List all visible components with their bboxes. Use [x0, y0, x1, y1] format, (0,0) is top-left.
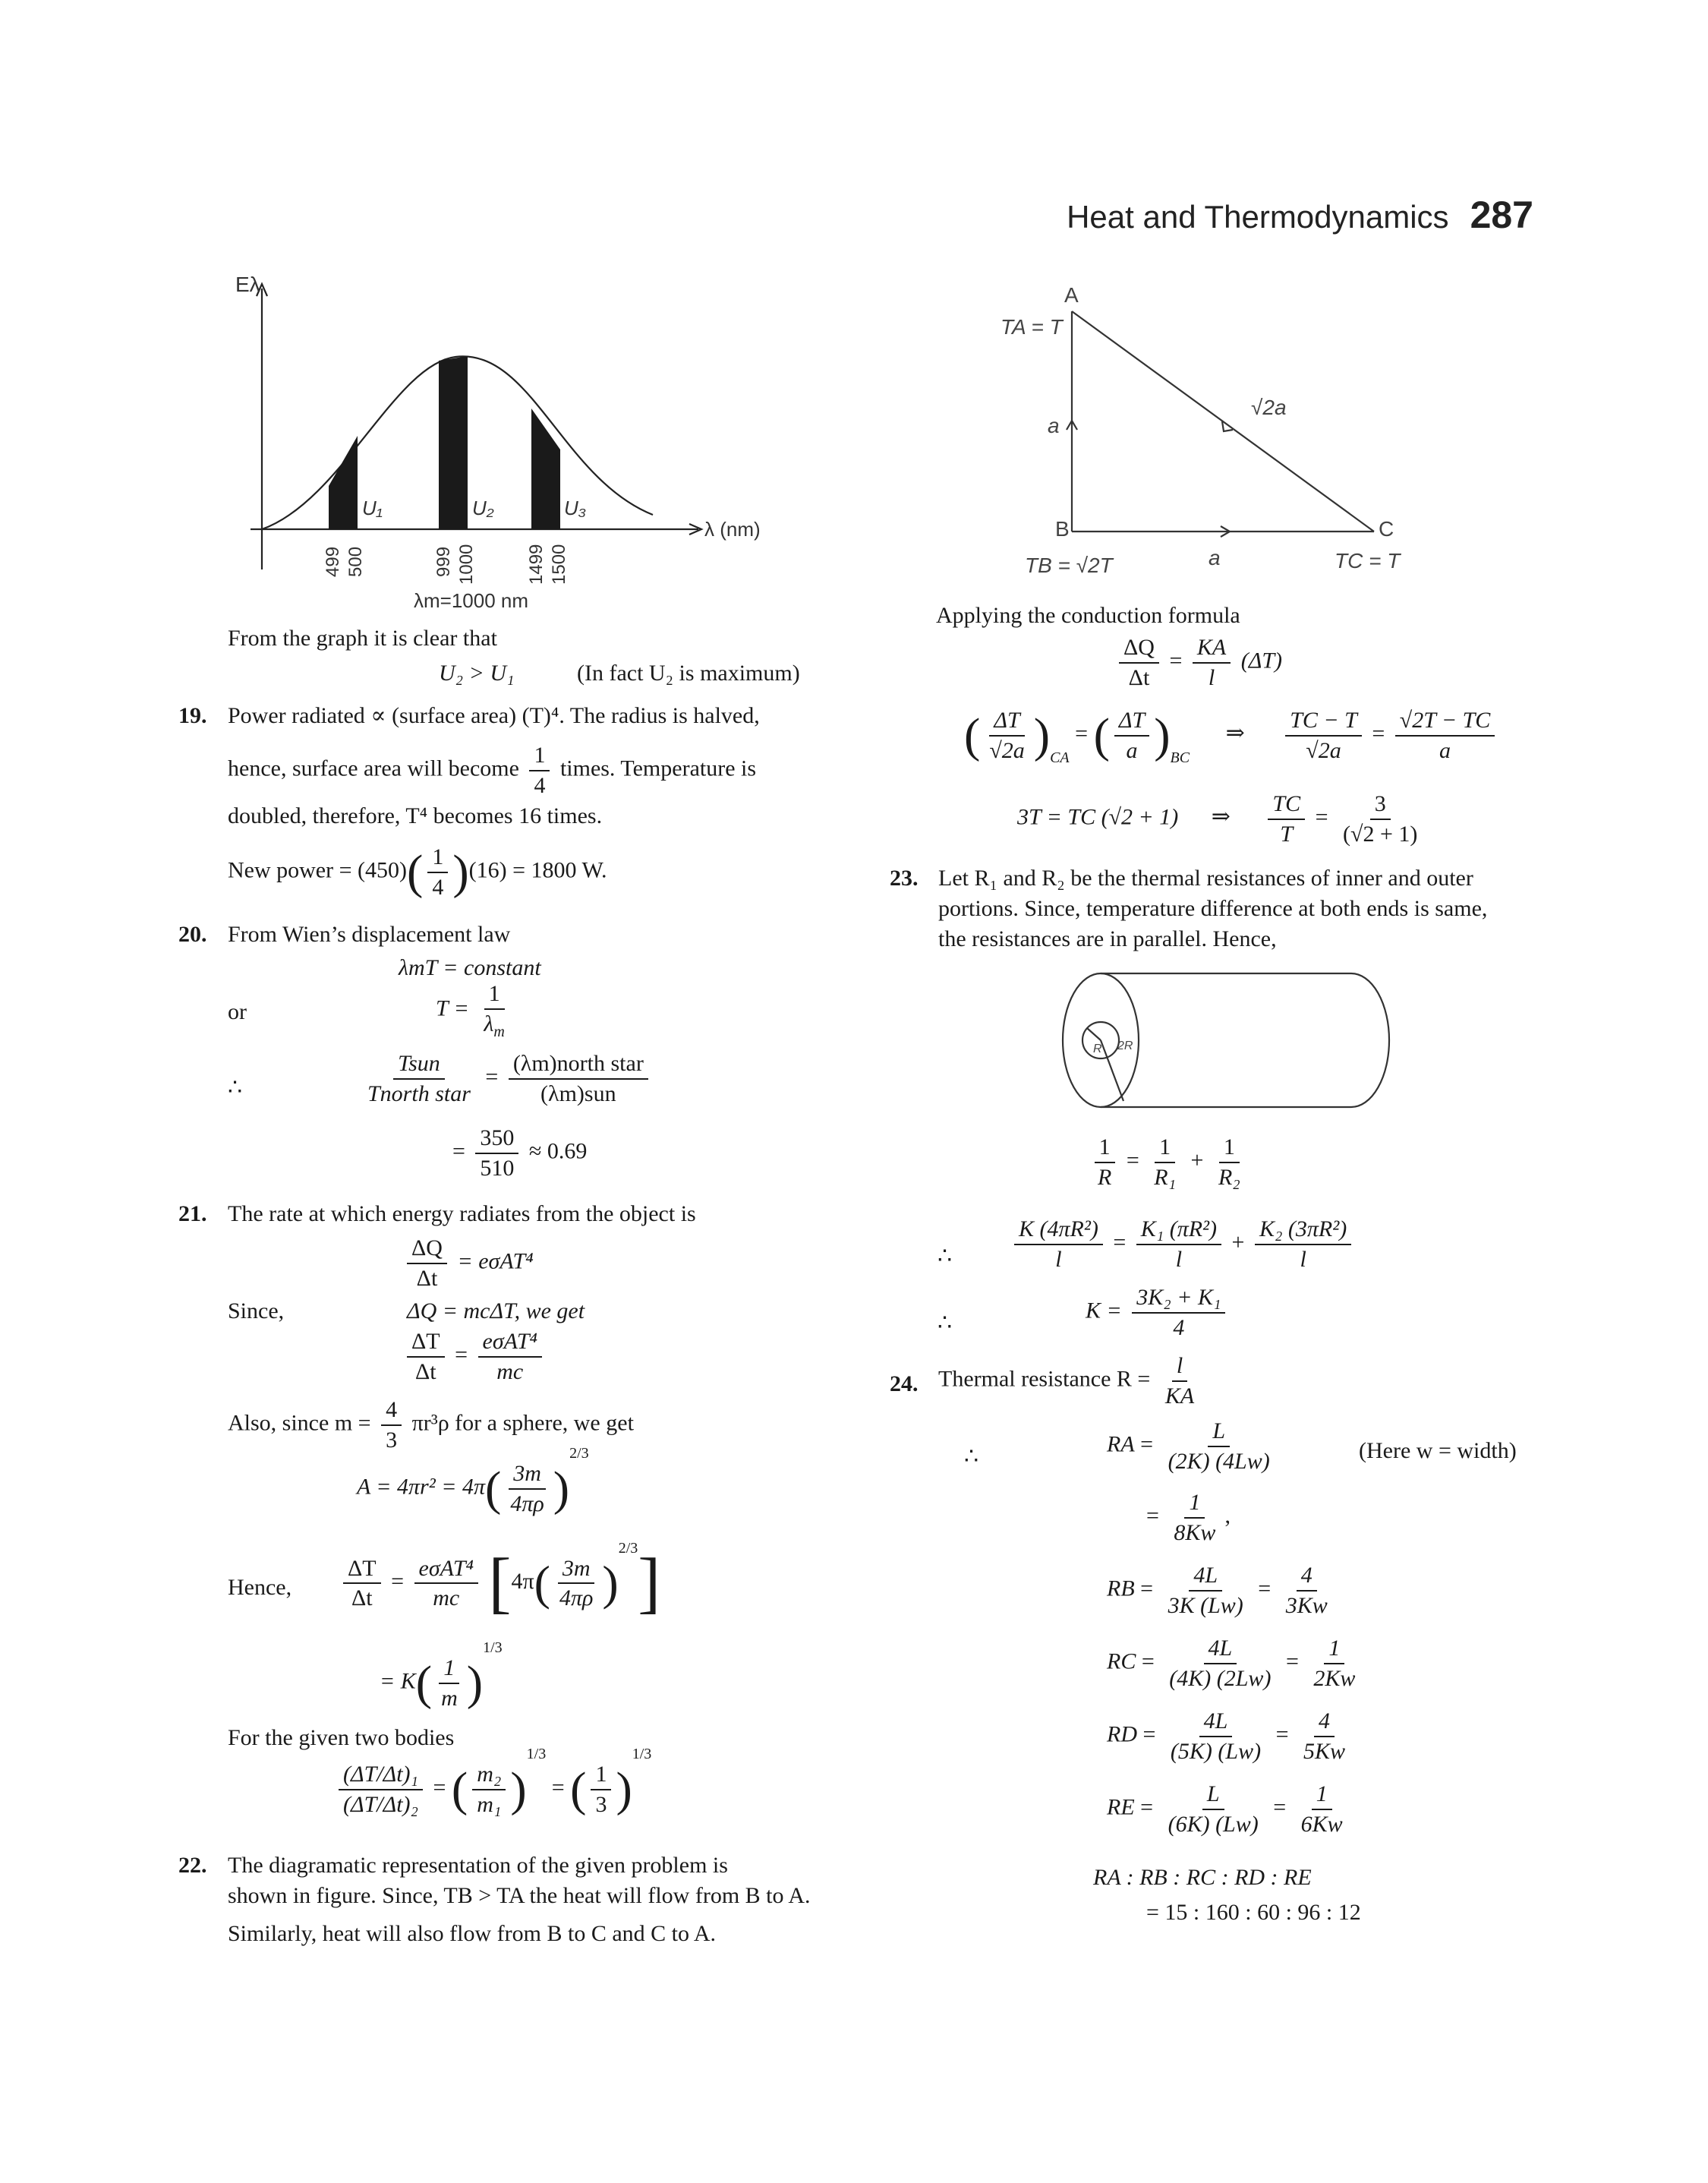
q21-mass-suffix: πr³ρ for a sphere, we get [411, 1410, 634, 1436]
rc2-frac [1309, 1634, 1360, 1692]
q24-l: l [1172, 1352, 1187, 1382]
vertex-a: A [1064, 283, 1079, 307]
tick-1000: 1000 [456, 544, 477, 585]
q21-mass-prefix: Also, since m = [228, 1410, 371, 1436]
q21-dt-eq: $\frac{\Delta T}{\Delta t}$ = $\frac{\text{eσAT⁴}}{mc}$ [402, 1327, 547, 1386]
eq-tc-over-t [1268, 790, 1305, 848]
q21-dq-dt [407, 1234, 447, 1292]
ratio-labels: RA : RB : RC : RD : RE [1093, 1865, 1312, 1890]
vertex-b: B [1055, 517, 1070, 541]
chapter-title: Heat and Thermodynamics [1067, 199, 1449, 235]
q20-510: 510 [480, 1155, 515, 1181]
q20-ratio-left [363, 1049, 475, 1108]
q24-number: 24. [890, 1371, 919, 1396]
sub-ca: CA [1050, 749, 1070, 767]
par-one-a: 1 [1095, 1133, 1115, 1163]
re-den: (6K) (Lw) [1168, 1811, 1259, 1837]
page-number: 287 [1470, 194, 1533, 236]
band-u1-label: U₁ [362, 497, 383, 519]
q19-power-suffix: (16) = 1800 W. [468, 857, 607, 883]
radius-r [1087, 1028, 1101, 1040]
tick-999: 999 [433, 546, 454, 577]
q21-rate [402, 1234, 534, 1292]
band-u3-label: U₃ [564, 497, 587, 519]
therefore-3: ∴ [964, 1444, 979, 1469]
q21-dt: Δt [416, 1265, 438, 1291]
t-sun: Tsun [393, 1049, 445, 1080]
rb-frac [1164, 1561, 1248, 1620]
q21-since: Since, [228, 1298, 285, 1323]
rb-num: 4L [1189, 1561, 1222, 1592]
q19-line1: Power radiated ∝ (surface area) (T)⁴. The radius is halved, [228, 703, 760, 728]
q20-inverse-fraction: $\frac{1}{\lambda_m}$ [484, 981, 505, 1040]
q24-l-ka [1161, 1352, 1199, 1410]
q22-number: 22. [178, 1853, 207, 1878]
eq-ca-den: √2a [989, 737, 1025, 763]
q21-delta-t: ΔT [407, 1327, 445, 1358]
q21-eq-k: = K [380, 1668, 416, 1694]
eq-bc-num: ΔT [1114, 706, 1149, 737]
q23-line3: the resistances are in parallel. Hence, [938, 926, 1277, 951]
rd-label: RD [1107, 1721, 1137, 1747]
rb2-num: 4 [1297, 1561, 1317, 1592]
q20-result: = $\frac{350}{510}$ ≈ 0.69 [452, 1124, 587, 1182]
eq-tc-minus-t: TC − T [1285, 706, 1362, 737]
q24-thermal-res: Thermal resistance R = [938, 1366, 1151, 1392]
q21-delta-time: Δt [414, 1358, 436, 1384]
eq-bc-den: a [1126, 737, 1138, 763]
implies-2: ⇒ [1211, 804, 1231, 830]
q21-k-eq: = K( $\frac{1}{m}$ )$^{1/3}$ [380, 1654, 503, 1712]
k-eq-mid [1136, 1215, 1221, 1273]
q21-one-third: $\frac{1}{3}$ [591, 1760, 611, 1819]
q20-wien-law: λmT = constant [399, 955, 541, 980]
q21-m2-m1 [472, 1760, 506, 1819]
tick-1500: 1500 [549, 544, 569, 585]
q21-line1: The rate at which energy radiates from the object is [228, 1201, 696, 1226]
eq-3: 3 [1370, 790, 1391, 820]
eq-tc: TC [1268, 790, 1305, 820]
k-3k2-k1: 3K₂ + K₁ [1132, 1283, 1225, 1314]
band-u2-label: U₂ [472, 497, 494, 519]
q22-line3: Similarly, heat will also flow from B to C and C to A. [228, 1921, 717, 1946]
ra2-frac [1169, 1488, 1220, 1547]
q21-esat-mc [478, 1327, 542, 1386]
q21-area-prefix: A = 4πr² = 4π [357, 1474, 485, 1500]
re-eq: RE = $\frac{L}{(6K) (Lw)}$ = $\frac{1}{6Kw}$ [1107, 1780, 1352, 1838]
eq-bc-frac [1114, 706, 1149, 765]
ratio-values: = 15 : 160 : 60 : 96 : 12 [1146, 1900, 1361, 1925]
q19-line2a: hence, surface area will become [228, 756, 519, 781]
q21-dt1: (ΔT/Δt)₁ [339, 1760, 423, 1790]
k2-3pir2: K₂ (3πR²) [1255, 1215, 1351, 1245]
q21-hence-eq: $\frac{\Delta T}{\Delta t}$ = $\frac{\text{eσAT⁴}}{mc}$ [4π( $\frac{3m}{4\pi\rho}$ )$^{2/3}$] [339, 1549, 660, 1617]
q21-four-thirds: $\frac{4}{3}$ [381, 1396, 402, 1454]
eq-tc-t [1285, 706, 1362, 765]
re2-den: 6Kw [1300, 1811, 1343, 1837]
q21-hence-3m: $\frac{3m}{4\pi\rho}$ [555, 1554, 597, 1613]
ra2-den: 8Kw [1174, 1519, 1216, 1545]
q20-result-fraction [475, 1124, 518, 1182]
q23-line1: Let R₁ and R₂ be the thermal resistances of inner and outer [938, 866, 1473, 891]
ra-label: RA [1107, 1431, 1135, 1457]
rc2-num: 1 [1324, 1634, 1344, 1664]
vertex-c: C [1379, 517, 1394, 541]
q20-line1: From Wien’s displacement law [228, 922, 511, 947]
ra-num: L [1208, 1417, 1230, 1447]
u2-gt-u1: U₂ > U₁ [439, 661, 515, 686]
cond-l: l [1208, 664, 1215, 690]
eq-sqrt2t-minus-tc: √2T − TC [1395, 706, 1495, 737]
q21-hence-esat: $\frac{\text{eσAT⁴}}{mc}$ [414, 1554, 478, 1613]
rc-den: (4K) (2Lw) [1169, 1665, 1272, 1691]
re-num: L [1202, 1780, 1224, 1810]
par-r: R [1098, 1164, 1112, 1190]
cylinder-figure [1048, 964, 1397, 1116]
re-frac [1164, 1780, 1263, 1838]
q21-1-over-m: $\frac{1}{m}$ [436, 1654, 462, 1712]
eq-ca-bc: ( $\frac{\Delta T}{√2a}$ )$_{CA}$ = ( $\frac{\Delta T}{a}$ )$_{BC}$ ⇒ $\frac{TC - T}{√2a}$ = $\frac{√2T - TC}{a}$ [964, 706, 1499, 765]
eq-sqrt2-plus-1: (√2 + 1) [1343, 821, 1418, 847]
cyl-label-2r: 2R [1117, 1039, 1133, 1052]
cylinder-back-edge [1351, 973, 1389, 1107]
q22-line1: The diagramatic representation of the given problem is [228, 1853, 728, 1878]
par-one-c: 1 [1219, 1133, 1240, 1163]
eq-sqrt2a: √2a [1306, 737, 1341, 763]
k-eq-left [1014, 1215, 1103, 1273]
eq-3t-tc: 3T = TC (√2 + 1) [1017, 804, 1179, 830]
eq-a: a [1439, 737, 1451, 763]
u2-max-note: (In fact U₂ is maximum) [577, 661, 800, 686]
ra-frac [1164, 1417, 1275, 1475]
q22-line2: shown in figure. Since, TB > TA the heat will flow from B to A. [228, 1883, 811, 1908]
q20-approx: ≈ 0.69 [528, 1138, 588, 1164]
q24-ka: KA [1164, 1383, 1195, 1409]
graph-intro: From the graph it is clear that [228, 626, 497, 651]
rd-num: 4L [1199, 1707, 1233, 1737]
rc2-den: 2Kw [1313, 1665, 1356, 1691]
label-hyp: √2a [1251, 396, 1287, 419]
cond-dq: ΔQ [1119, 633, 1159, 664]
q21-dq: ΔQ [407, 1234, 447, 1264]
eq-ca-num: ΔT [989, 706, 1024, 737]
q21-3m: 3m [509, 1459, 546, 1490]
q20-350: 350 [475, 1124, 518, 1154]
rc-frac [1164, 1634, 1275, 1692]
par-1-r2 [1214, 1133, 1245, 1191]
cond-dq-dt [1119, 633, 1159, 692]
rd-den: (5K) (Lw) [1170, 1738, 1262, 1764]
q21-heat-eq: ΔQ = mcΔT, we get [407, 1298, 585, 1323]
q20-therefore: ∴ [228, 1075, 243, 1100]
rb-den: 3K (Lw) [1168, 1592, 1243, 1618]
cond-dt: Δt [1128, 664, 1150, 690]
q21-hence-dt: $\frac{\Delta T}{\Delta t}$ [343, 1554, 381, 1613]
k1-pir2: K₁ (πR²) [1136, 1215, 1221, 1245]
label-a-side: a [1048, 414, 1060, 437]
ra-den: (2K) (4Lw) [1168, 1448, 1270, 1474]
q19-power-prefix: New power = (450) [228, 857, 408, 883]
ra-eq: RA = $\frac{L}{(2K) (4Lw)}$ [1107, 1417, 1279, 1475]
re-label: RE [1107, 1794, 1135, 1820]
rd2-den: 5Kw [1303, 1738, 1346, 1764]
ra-eq2: = $\frac{1}{8Kw}$ , [1146, 1488, 1231, 1547]
q20-t-equals: T = [436, 995, 469, 1021]
band-u3 [531, 409, 560, 529]
par-r1: R₁ [1154, 1164, 1177, 1190]
k-result-frac [1132, 1283, 1225, 1342]
rd2-num: 4 [1314, 1707, 1335, 1737]
q21-esat: eσAT⁴ [478, 1327, 542, 1358]
q21-m1: m₁ [477, 1791, 502, 1817]
label-ta: TA = T [1001, 315, 1063, 339]
q21-4pirho: 4πρ [510, 1491, 544, 1516]
q20-number: 20. [178, 922, 207, 947]
triangle-figure [994, 281, 1435, 592]
eq-3t: 3T = TC (√2 + 1) ⇒ $\frac{TC}{T}$ = $\frac{3}{(√2 + 1)}$ [1017, 790, 1426, 848]
rc-num: 4L [1204, 1634, 1237, 1664]
band-u2 [439, 356, 468, 529]
k-4pir2: K (4πR²) [1014, 1215, 1103, 1245]
par-1-r [1093, 1133, 1116, 1191]
therefore-1: ∴ [938, 1244, 953, 1269]
rc-label: RC [1107, 1648, 1136, 1674]
implies-1: ⇒ [1225, 721, 1245, 746]
re2-num: 1 [1312, 1780, 1332, 1810]
k-equals: K = [1086, 1298, 1122, 1323]
q21-area: A = 4πr² = 4π( $\frac{3m}{4\pi\rho}$ )$^{2/3}$ [357, 1459, 589, 1518]
par-r2: R₂ [1218, 1164, 1240, 1190]
lambda-sun: (λm)sun [540, 1080, 616, 1106]
q21-ratio-eq: $\frac{\text{(ΔT/Δt)₁}}{\text{(ΔT/Δt)₂}}$ = ( $\frac{\text{m₂}}{\text{m₁}}$ )$^{1/3}$ = ( $\frac{1}{3}$ )$^{1/3}$ [334, 1760, 651, 1819]
k-d1: l [1055, 1246, 1062, 1272]
spectrum-caption: λm=1000 nm [414, 589, 529, 612]
q20-t-inverse [436, 980, 514, 1042]
q21-m2: m₂ [472, 1760, 506, 1790]
q21-exp-23: 2/3 [569, 1445, 589, 1462]
q21-dt-frac [407, 1327, 445, 1386]
rb-label: RB [1107, 1576, 1135, 1601]
band-u1 [329, 436, 358, 529]
q20-ratio-right [509, 1049, 648, 1108]
ra2-num: 1 [1184, 1488, 1205, 1519]
k-d2: l [1175, 1246, 1183, 1272]
label-tc: TC = T [1335, 549, 1401, 573]
q21-ratio-dt [339, 1760, 423, 1819]
q19-new-power: New power = (450)( $\frac{1}{4}$ )(16) = 1800 W. [228, 843, 607, 901]
re2-frac [1297, 1780, 1347, 1838]
parallel-eq: $\frac{1}{R}$ = $\frac{1}{\text{R₁}}$ + $\frac{1}{\text{R₂}}$ [1089, 1133, 1249, 1191]
tick-1499: 1499 [526, 544, 547, 585]
rb2-frac [1281, 1561, 1332, 1620]
q24-line1 [938, 1352, 1203, 1410]
rd2-frac [1299, 1707, 1350, 1765]
q21-hence: Hence, [228, 1575, 292, 1600]
cond-ka: KA [1193, 633, 1231, 664]
label-tb: TB = √2T [1025, 554, 1113, 577]
q21-esat4: = eσAT⁴ [457, 1248, 534, 1274]
par-one-b: 1 [1155, 1133, 1175, 1163]
rd-eq: RD = $\frac{4L}{(5K) (Lw)}$ = $\frac{4}{5Kw}$ [1107, 1707, 1354, 1765]
q21-two-bodies: For the given two bodies [228, 1725, 455, 1750]
q20-ratio: $\frac{\text{Tsun}}{\text{Tnorth star}}$ = $\frac{\text{(λm)north star}}{\text{(λm)sun}}$ [358, 1049, 653, 1108]
cond-ka-l [1193, 633, 1231, 692]
y-axis-label: Eλ [235, 273, 260, 296]
q21-dt2: (ΔT/Δt)₂ [343, 1791, 418, 1817]
q21-3m-4pirho [506, 1459, 548, 1518]
tick-499: 499 [323, 546, 343, 577]
tick-500: 500 [345, 546, 366, 577]
label-a-base: a [1209, 546, 1221, 569]
conduction-intro: Applying the conduction formula [936, 603, 1240, 628]
k-4: 4 [1173, 1314, 1185, 1340]
page-header [1067, 188, 1533, 241]
t-north-star: Tnorth star [367, 1080, 471, 1106]
rb2-den: 3Kw [1285, 1592, 1328, 1618]
eq-ca-frac [985, 706, 1029, 765]
k-d3: l [1300, 1246, 1306, 1272]
q21-number: 21. [178, 1201, 207, 1226]
eq-t: T [1280, 821, 1294, 847]
q19-quarter: $\frac{1}{4}$ [427, 843, 448, 901]
q19-line2b: times. Temperature is [559, 756, 757, 781]
q21-mc: mc [496, 1358, 524, 1384]
q19-line2 [228, 741, 756, 800]
k-eq-right [1255, 1215, 1351, 1273]
spectrum-figure [228, 273, 805, 615]
x-axis-label: λ (nm) [704, 518, 761, 541]
par-1-r1 [1149, 1133, 1180, 1191]
k-sum-eq: $\frac{\text{K (4πR²)}}{l}$ = $\frac{\text{K₁ (πR²)}}{l}$ + $\frac{\text{K₂ (3πR²)}}{l}$ [1010, 1215, 1356, 1273]
conduction-formula: $\frac{\Delta Q}{\Delta t}$ = $\frac{KA}{l}$ (ΔT) [1114, 633, 1282, 692]
k-result [1086, 1283, 1230, 1342]
eq-sqrt2t-tc [1395, 706, 1495, 765]
q19-line3: doubled, therefore, T⁴ becomes 16 times. [228, 803, 603, 828]
cyl-label-r: R [1093, 1043, 1102, 1055]
sub-bc: BC [1170, 749, 1190, 767]
q24-note: (Here w = width) [1359, 1438, 1517, 1463]
q21-exp-13: 1/3 [483, 1639, 503, 1657]
therefore-2: ∴ [938, 1311, 953, 1336]
q23-number: 23. [890, 866, 919, 891]
rb-eq: RB = $\frac{4L}{3K (Lw)}$ = $\frac{4}{3Kw}$ [1107, 1561, 1337, 1620]
q19-number: 19. [178, 703, 207, 728]
lambda-north-star: (λm)north star [509, 1049, 648, 1080]
q23-line2: portions. Since, temperature difference at both ends is same, [938, 896, 1488, 921]
quarter-fraction: $\frac{1}{4}$ [529, 741, 550, 800]
rc-eq: RC = $\frac{4L}{(4K) (2Lw)}$ = $\frac{1}{2Kw}$ [1107, 1634, 1364, 1692]
cond-delta-t: (ΔT) [1240, 648, 1283, 674]
q20-or: or [228, 999, 247, 1024]
eq-3-over-sqrt [1338, 790, 1422, 848]
rd-frac [1166, 1707, 1265, 1765]
